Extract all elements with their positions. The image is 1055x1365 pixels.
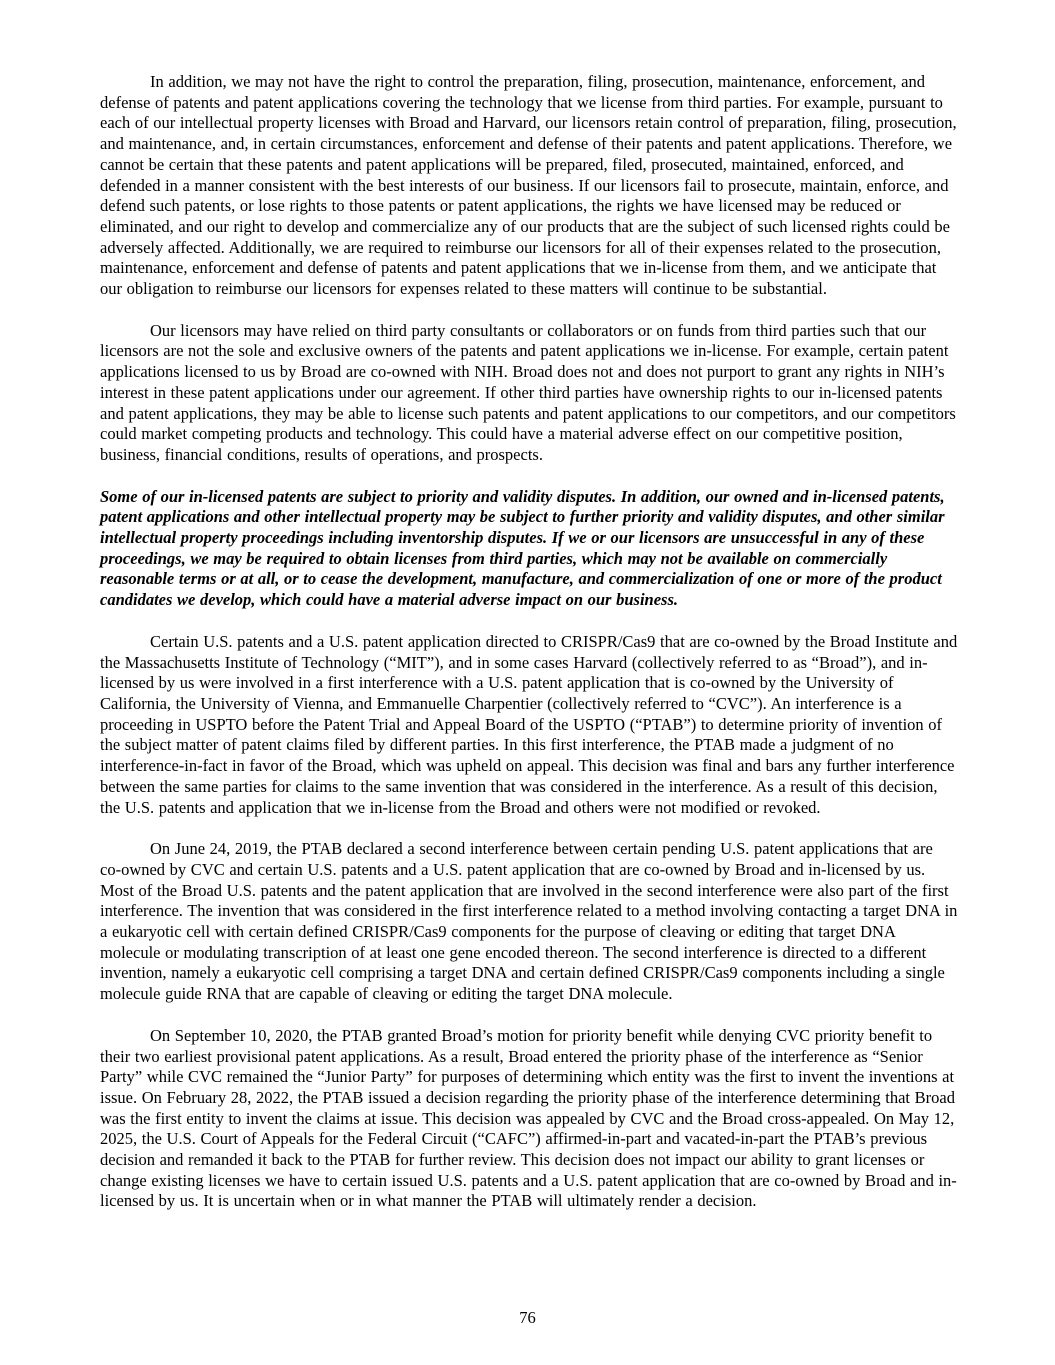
- paragraph-priority-phase-appeal: On September 10, 2020, the PTAB granted Broad’s motion for priority benefit while denying CVC priority benefit to their two earliest provisional patent applications. As a result, Broad entered the priority phase of the interference as “Senior Party” while CVC remained the “Junior Party” for purposes of determining which entity was the first to invent the inventions at issue. On February 28, 2022, the PTAB issued a decision regarding the priority phase of the interference determining that Broad was the first entity to invent the claims at issue. This decision was appealed by CVC and the Broad cross-appealed. On May 12, 2025, the U.S. Court of Appeals for the Federal Circuit (“CAFC”) affirmed-in-part and vacated-in-part the PTAB’s previous decision and remanded it back to the PTAB for further review. This decision does not impact our ability to grant licenses or change existing licenses we have to certain issued U.S. patents and a U.S. patent application that are co-owned by Broad and in-licensed by us. It is uncertain when or in what manner the PTAB will ultimately render a decision.: [100, 1025, 957, 1211]
- document-body: [100, 72, 958, 1233]
- paragraph-first-interference: Certain U.S. patents and a U.S. patent application directed to CRISPR/Cas9 that are co-owned by the Broad Institute and the Massachusetts Institute of Technology (“MIT”), and in some cases Harvard (collectively referred to as “Broad”), and in-licensed by us were involved in a first interference with a U.S. patent application that is co-owned by the University of California, the University of Vienna, and Emmanuelle Charpentier (collectively referred to “CVC”). An interference is a proceeding in USPTO before the Patent Trial and Appeal Board of the USPTO (“PTAB”) to determine priority of invention of the subject matter of patent claims filed by different parties. In this first interference, the PTAB made a judgment of no interference-in-fact in favor of the Broad, which was upheld on appeal. This decision was final and bars any further interference between the same parties for claims to the same invention that was considered in the interference. As a result of this decision, the U.S. patents and application that we in-license from the Broad and others were not modified or revoked.: [100, 631, 958, 817]
- paragraph-second-interference: On June 24, 2019, the PTAB declared a second interference between certain pending U.S. patent applications that are co-owned by CVC and certain U.S. patents and a U.S. patent application that are co-owned by Broad and in-licensed by us. Most of the Broad U.S. patents and the patent application that are involved in the second interference were also part of the first interference. The invention that was considered in the first interference related to a method involving contacting a target DNA in a eukaryotic cell with certain defined CRISPR/Cas9 components for the purpose of cleaving or editing that target DNA molecule or modulating transcription of at least one gene encoded thereon. The second interference is directed to a different invention, namely a eukaryotic cell comprising a target DNA and certain defined CRISPR/Cas9 components including a single molecule guide RNA that are capable of cleaving or editing the target DNA molecule.: [100, 839, 958, 1004]
- paragraph-licensor-ownership: Our licensors may have relied on third party consultants or collaborators or on funds from third parties such that our licensors are not the sole and exclusive owners of the patents and patent applications we in-license. For example, certain patent applications licensed to us by Broad are co-owned with NIH. Broad does not and does not purport to grant any rights in NIH’s interest in these patent applications under our agreement. If other third parties have ownership rights to our in-licensed patents and patent applications, they may be able to license such patents and patent applications to our competitors, and our competitors could market competing products and technology. This could have a material adverse effect on our competitive position, business, financial conditions, results of operations, and prospects.: [100, 320, 956, 464]
- risk-factor-heading-priority-validity-disputes: Some of our in-licensed patents are subject to priority and validity disputes. In addition, our owned and in-licensed patents, patent applications and other intellectual property may be subject to further priority and validity disputes, and other similar intellectual property proceedings including inventorship disputes. If we or our licensors are unsuccessful in any of these proceedings, we may be required to obtain licenses from third parties, which may not be available on commercially reasonable terms or at all, or to cease the development, manufacture, and commercialization of one or more of the product candidates we develop, which could have a material adverse impact on our business.: [100, 486, 945, 610]
- page-number: 76: [519, 1308, 536, 1327]
- paragraph-licensor-control: In addition, we may not have the right to control the preparation, filing, prosecution, maintenance, enforcement, and defense of patents and patent applications covering the technology that we license from third parties. For example, pursuant to each of our intellectual property licenses with Broad and Harvard, our licensors retain control of preparation, filing, prosecution, and maintenance, and, in certain circumstances, enforcement and defense of their patents and patent applications. Therefore, we cannot be certain that these patents and patent applications will be prepared, filed, prosecuted, maintained, enforced, and defended in a manner consistent with the best interests of our business. If our licensors fail to prosecute, maintain, enforce, and defend such patents, or lose rights to those patents or patent applications, the rights we have licensed may be reduced or eliminated, and our right to develop and commercialize any of our products that are the subject of such licensed rights could be adversely affected. Additionally, we are required to reimburse our licensors for all of their expenses related to the prosecution, maintenance, enforcement and defense of patents and patent applications that we in-license from them, and we anticipate that our obligation to reimburse our licensors for expenses related to these matters will continue to be substantial.: [100, 72, 957, 299]
